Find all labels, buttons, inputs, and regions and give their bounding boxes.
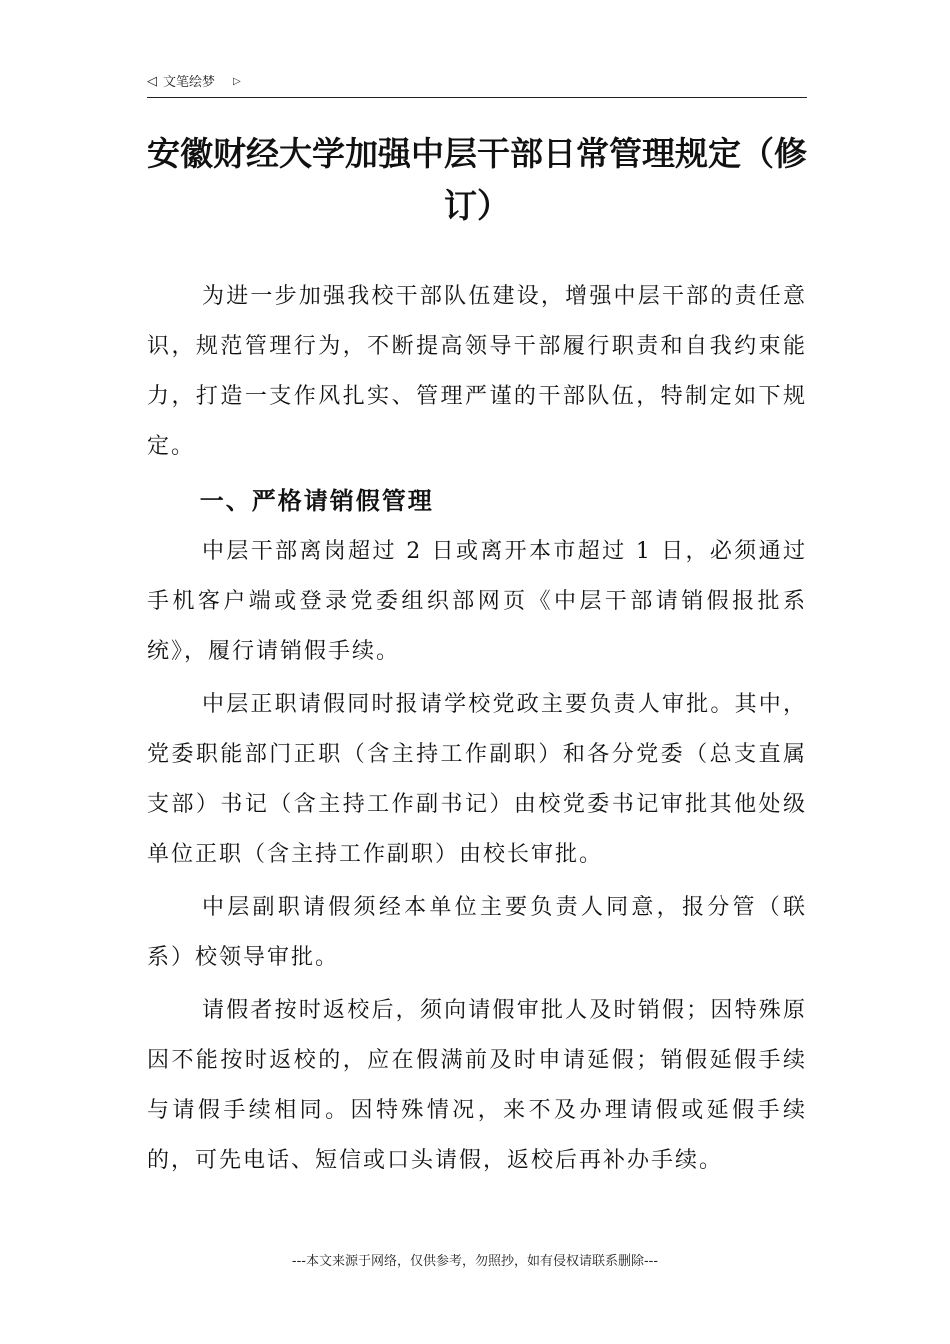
intro-paragraph: 为进一步加强我校干部队伍建设，增强中层干部的责任意识，规范管理行为，不断提高领导干部履行职责和自我约束能力，打造一支作风扎实、管理严谨的干部队伍，特制定如下规定。 [147, 284, 807, 459]
body-paragraph: 请假者按时返校后，须向请假审批人及时销假；因特殊原因不能按时返校的，应在假满前及时申请延假；销假延假手续与请假手续相同。因特殊情况，来不及办理请假或延假手续的，可先电话、短信或口头请假，返校后再补办手续。 [147, 998, 807, 1173]
section-heading: 一、严格请销假管理 [199, 487, 434, 515]
document-body [147, 272, 807, 1189]
right-triangle-icon: ▷ [233, 76, 241, 87]
body-paragraph: 中层正职请假同时报请学校党政主要负责人审批。其中，党委职能部门正职（含主持工作副职）和各分党委（总支直属支部）书记（含主持工作副书记）由校党委书记审批其他处级单位正职（含主持工作副职）由校长审批。 [147, 692, 807, 867]
body-paragraph: 中层副职请假须经本单位主要负责人同意，报分管（联系）校领导审批。 [147, 895, 807, 970]
header-brand: 文笔绘梦 [163, 75, 216, 90]
body-paragraph: 中层干部离岗超过 2 日或离开本市超过 1 日，必须通过手机客户端或登录党委组织部网页《中层干部请销假报批系统》，履行请销假手续。 [147, 539, 807, 664]
left-triangle-icon: ◁ [147, 74, 157, 89]
page-header [147, 70, 807, 98]
footer-notice: ---本文来源于网络，仅供参考，勿照抄，如有侵权请联系删除--- [291, 1254, 659, 1269]
document-title: 安徽财经大学加强中层干部日常管理规定（修订） [147, 134, 807, 225]
